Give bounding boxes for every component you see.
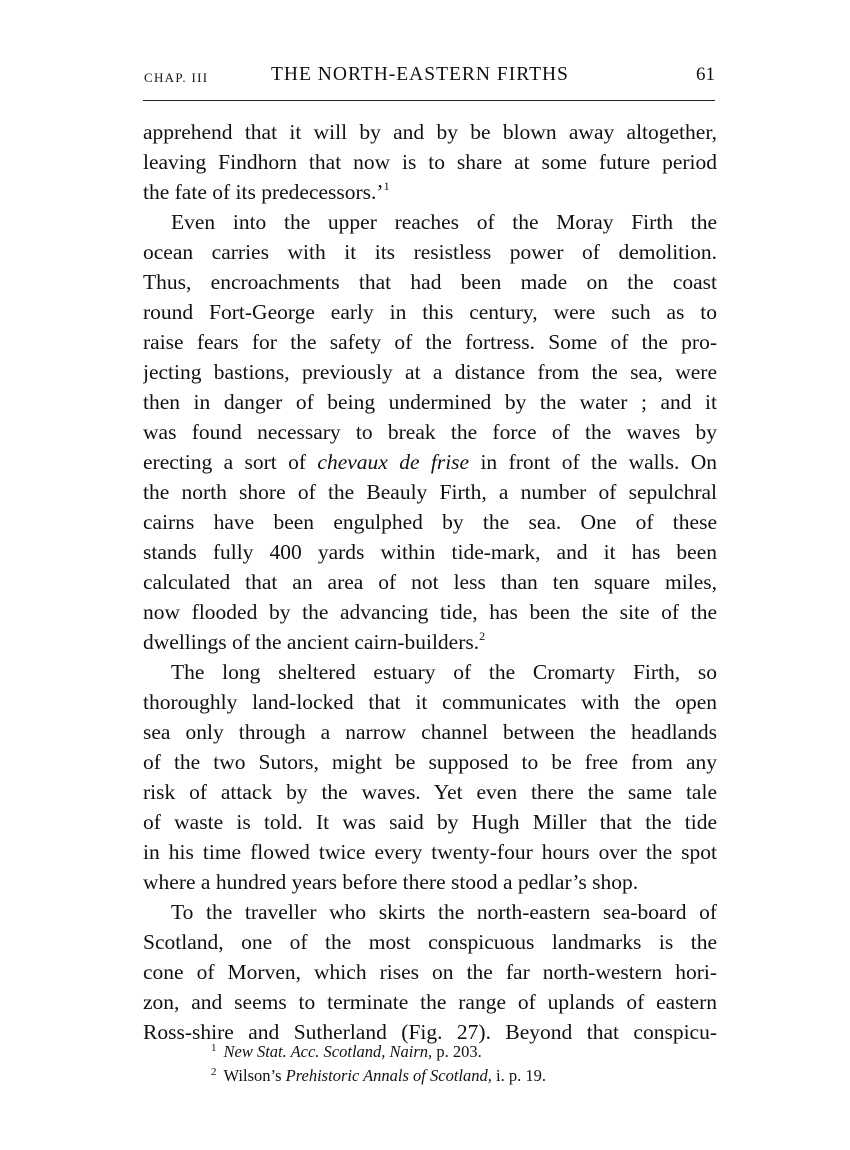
text-line — [143, 597, 717, 627]
italic-phrase: Prehistoric Annals of Scotland, — [285, 1066, 492, 1085]
footnote — [211, 1064, 546, 1088]
text-segment: thoroughly land-locked that it communicates with the open — [143, 690, 717, 714]
text-segment: risk of attack by the waves. Yet even there the same tale — [143, 780, 717, 804]
text-line — [143, 837, 717, 867]
italic-phrase: chevaux de frise — [317, 450, 470, 474]
chapter-label: CHAP. III — [144, 70, 209, 85]
text-line — [143, 237, 717, 267]
page-number: 61 — [696, 64, 715, 85]
text-segment: raise fears for the safety of the fortress. Some of the pro- — [143, 330, 717, 354]
text-segment: stands fully 400 yards within tide-mark, and it has been — [143, 540, 717, 564]
text-segment: round Fort-George early in this century, were such as to — [143, 300, 717, 324]
text-line — [143, 777, 717, 807]
text-line — [143, 297, 717, 327]
text-line — [143, 267, 717, 297]
text-line — [143, 477, 717, 507]
text-line — [143, 507, 717, 537]
text-segment: Even into the upper reaches of the Moray Firth the — [171, 210, 717, 234]
footnote-number: 1 — [211, 1042, 217, 1054]
body-text — [143, 117, 717, 1047]
text-segment: of waste is told. It was said by Hugh Miller that the tide — [143, 810, 717, 834]
text-segment: leaving Findhorn that now is to share at some future period — [143, 150, 717, 174]
text-segment: Thus, encroachments that had been made on the coast — [143, 270, 717, 294]
text-segment: Ross-shire and Sutherland (Fig. 27). Beyond that conspicu- — [143, 1020, 717, 1044]
text-line — [143, 207, 717, 237]
text-line — [143, 747, 717, 777]
text-segment: now flooded by the advancing tide, has been the site of the — [143, 600, 717, 624]
text-line — [143, 147, 717, 177]
text-segment: cone of Morven, which rises on the far north-western hori- — [143, 960, 717, 984]
text-segment: the fate of its predecessors.’ — [143, 180, 384, 204]
text-line — [143, 177, 717, 207]
text-segment: calculated that an area of not less than ten square miles, — [143, 570, 717, 594]
text-line — [143, 627, 717, 657]
text-line — [143, 867, 717, 897]
text-segment: of the two Sutors, might be supposed to be free from any — [143, 750, 717, 774]
text-line — [143, 987, 717, 1017]
text-line — [143, 657, 717, 687]
text-segment: in his time flowed twice every twenty-four hours over the spot — [143, 840, 717, 864]
text-segment: p. 203. — [432, 1042, 482, 1061]
text-line — [143, 927, 717, 957]
text-segment: jecting bastions, previously at a distance from the sea, were — [143, 360, 717, 384]
text-line — [143, 387, 717, 417]
text-segment: To the traveller who skirts the north-eastern sea-board of — [171, 900, 717, 924]
text-line — [143, 897, 717, 927]
text-segment: erecting a sort of — [143, 450, 318, 474]
text-segment: i. p. 19. — [491, 1066, 546, 1085]
text-segment: Wilson’s — [223, 1066, 286, 1085]
text-segment: The long sheltered estuary of the Cromarty Firth, so — [171, 660, 717, 684]
italic-phrase: New Stat. Acc. Scotland, Nairn, — [223, 1042, 433, 1061]
footnote-reference: 1 — [383, 179, 390, 193]
text-line — [143, 687, 717, 717]
text-line — [143, 717, 717, 747]
text-segment: then in danger of being undermined by the water ; and it — [143, 390, 717, 414]
text-segment: ocean carries with it its resistless power of demolition. — [143, 240, 717, 264]
footnotes — [211, 1040, 546, 1088]
text-segment: Scotland, one of the most conspicuous landmarks is the — [143, 930, 717, 954]
text-segment: where a hundred years before there stood a pedlar’s shop. — [143, 870, 639, 894]
text-segment: the north shore of the Beauly Firth, a number of sepulchral — [143, 480, 717, 504]
text-line — [143, 957, 717, 987]
text-line — [143, 567, 717, 597]
text-segment: sea only through a narrow channel between the headlands — [143, 720, 717, 744]
text-segment: dwellings of the ancient cairn-builders. — [143, 630, 480, 654]
text-line — [143, 327, 717, 357]
text-line — [143, 117, 717, 147]
running-title: THE NORTH-EASTERN FIRTHS — [271, 64, 569, 85]
footnote-number: 2 — [211, 1066, 217, 1078]
text-line — [143, 357, 717, 387]
footnote — [211, 1040, 546, 1064]
text-segment: cairns have been engulphed by the sea. One of these — [143, 510, 717, 534]
text-line — [143, 417, 717, 447]
text-segment: apprehend that it will by and by be blown away altogether, — [143, 120, 717, 144]
text-line — [143, 807, 717, 837]
text-segment: in front of the walls. On — [469, 450, 717, 474]
text-segment: zon, and seems to terminate the range of uplands of eastern — [143, 990, 717, 1014]
header-rule — [143, 100, 715, 101]
running-header — [143, 64, 715, 92]
text-line — [143, 447, 717, 477]
footnote-reference: 2 — [479, 629, 486, 643]
text-segment: was found necessary to break the force of the waves by — [143, 420, 717, 444]
text-line — [143, 537, 717, 567]
